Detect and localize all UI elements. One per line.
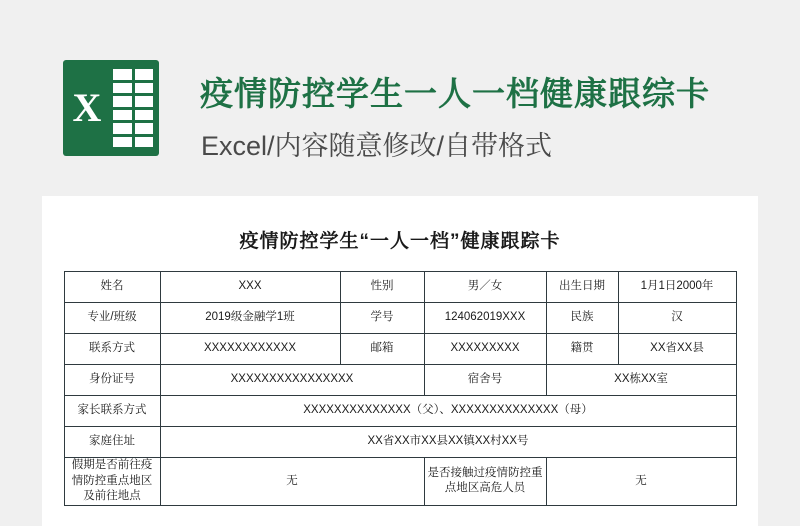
table-row bbox=[64, 303, 736, 334]
sheet-title: 疫情防控学生“一人一档”健康跟踪卡 bbox=[239, 231, 561, 252]
field-label-ethnicity: 民族 bbox=[546, 303, 618, 334]
field-label-contact: 联系方式 bbox=[64, 334, 160, 365]
field-value-dorm[interactable]: XX栋XX室 bbox=[546, 365, 736, 396]
excel-logo-letter: X bbox=[72, 85, 102, 130]
table-row bbox=[64, 272, 736, 303]
table-row bbox=[64, 427, 736, 458]
field-value-id-number[interactable]: XXXXXXXXXXXXXXXX bbox=[160, 365, 424, 396]
field-value-email[interactable]: XXXXXXXXX bbox=[424, 334, 546, 365]
field-label-travel-history: 假期是否前往疫情防控重点地区及前往地点 bbox=[64, 458, 160, 506]
excel-grid-icon bbox=[113, 69, 153, 147]
field-value-ethnicity[interactable]: 汉 bbox=[618, 303, 736, 334]
field-label-id-number: 身份证号 bbox=[64, 365, 160, 396]
field-value-student-id[interactable]: 124062019XXX bbox=[424, 303, 546, 334]
field-value-birthdate[interactable]: 1月1日2000年 bbox=[618, 272, 736, 303]
field-label-gender: 性别 bbox=[340, 272, 424, 303]
table-row bbox=[64, 334, 736, 365]
field-value-travel-history[interactable]: 无 bbox=[160, 458, 424, 506]
field-value-contact-history[interactable]: 无 bbox=[546, 458, 736, 506]
field-label-contact-history: 是否接触过疫情防控重点地区高危人员 bbox=[424, 458, 546, 506]
field-label-student-id: 学号 bbox=[340, 303, 424, 334]
field-value-major-class[interactable]: 2019级金融学1班 bbox=[160, 303, 340, 334]
field-label-birthdate: 出生日期 bbox=[546, 272, 618, 303]
header-banner bbox=[0, 0, 800, 196]
field-label-email: 邮箱 bbox=[340, 334, 424, 365]
field-value-parent-contact[interactable]: XXXXXXXXXXXXXX（父）、XXXXXXXXXXXXXX（母） bbox=[160, 396, 736, 427]
field-value-contact[interactable]: XXXXXXXXXXXX bbox=[160, 334, 340, 365]
health-tracking-table bbox=[64, 271, 737, 506]
field-value-home-address[interactable]: XX省XX市XX县XX镇XX村XX号 bbox=[160, 427, 736, 458]
field-label-home-address: 家庭住址 bbox=[64, 427, 160, 458]
banner-subtitle: Excel/内容随意修改/自带格式 bbox=[201, 131, 553, 161]
field-label-hometown: 籍贯 bbox=[546, 334, 618, 365]
table-row bbox=[64, 458, 736, 506]
excel-logo-icon bbox=[63, 60, 159, 156]
worksheet-preview bbox=[42, 196, 758, 526]
table-row bbox=[64, 365, 736, 396]
field-label-major-class: 专业/班级 bbox=[64, 303, 160, 334]
table-row bbox=[64, 396, 736, 427]
field-label-parent-contact: 家长联系方式 bbox=[64, 396, 160, 427]
field-value-name[interactable]: XXX bbox=[160, 272, 340, 303]
field-value-hometown[interactable]: XX省XX县 bbox=[618, 334, 736, 365]
field-label-name: 姓名 bbox=[64, 272, 160, 303]
field-label-dorm: 宿舍号 bbox=[424, 365, 546, 396]
banner-title: 疫情防控学生一人一档健康跟综卡 bbox=[200, 75, 710, 112]
field-value-gender[interactable]: 男／女 bbox=[424, 272, 546, 303]
